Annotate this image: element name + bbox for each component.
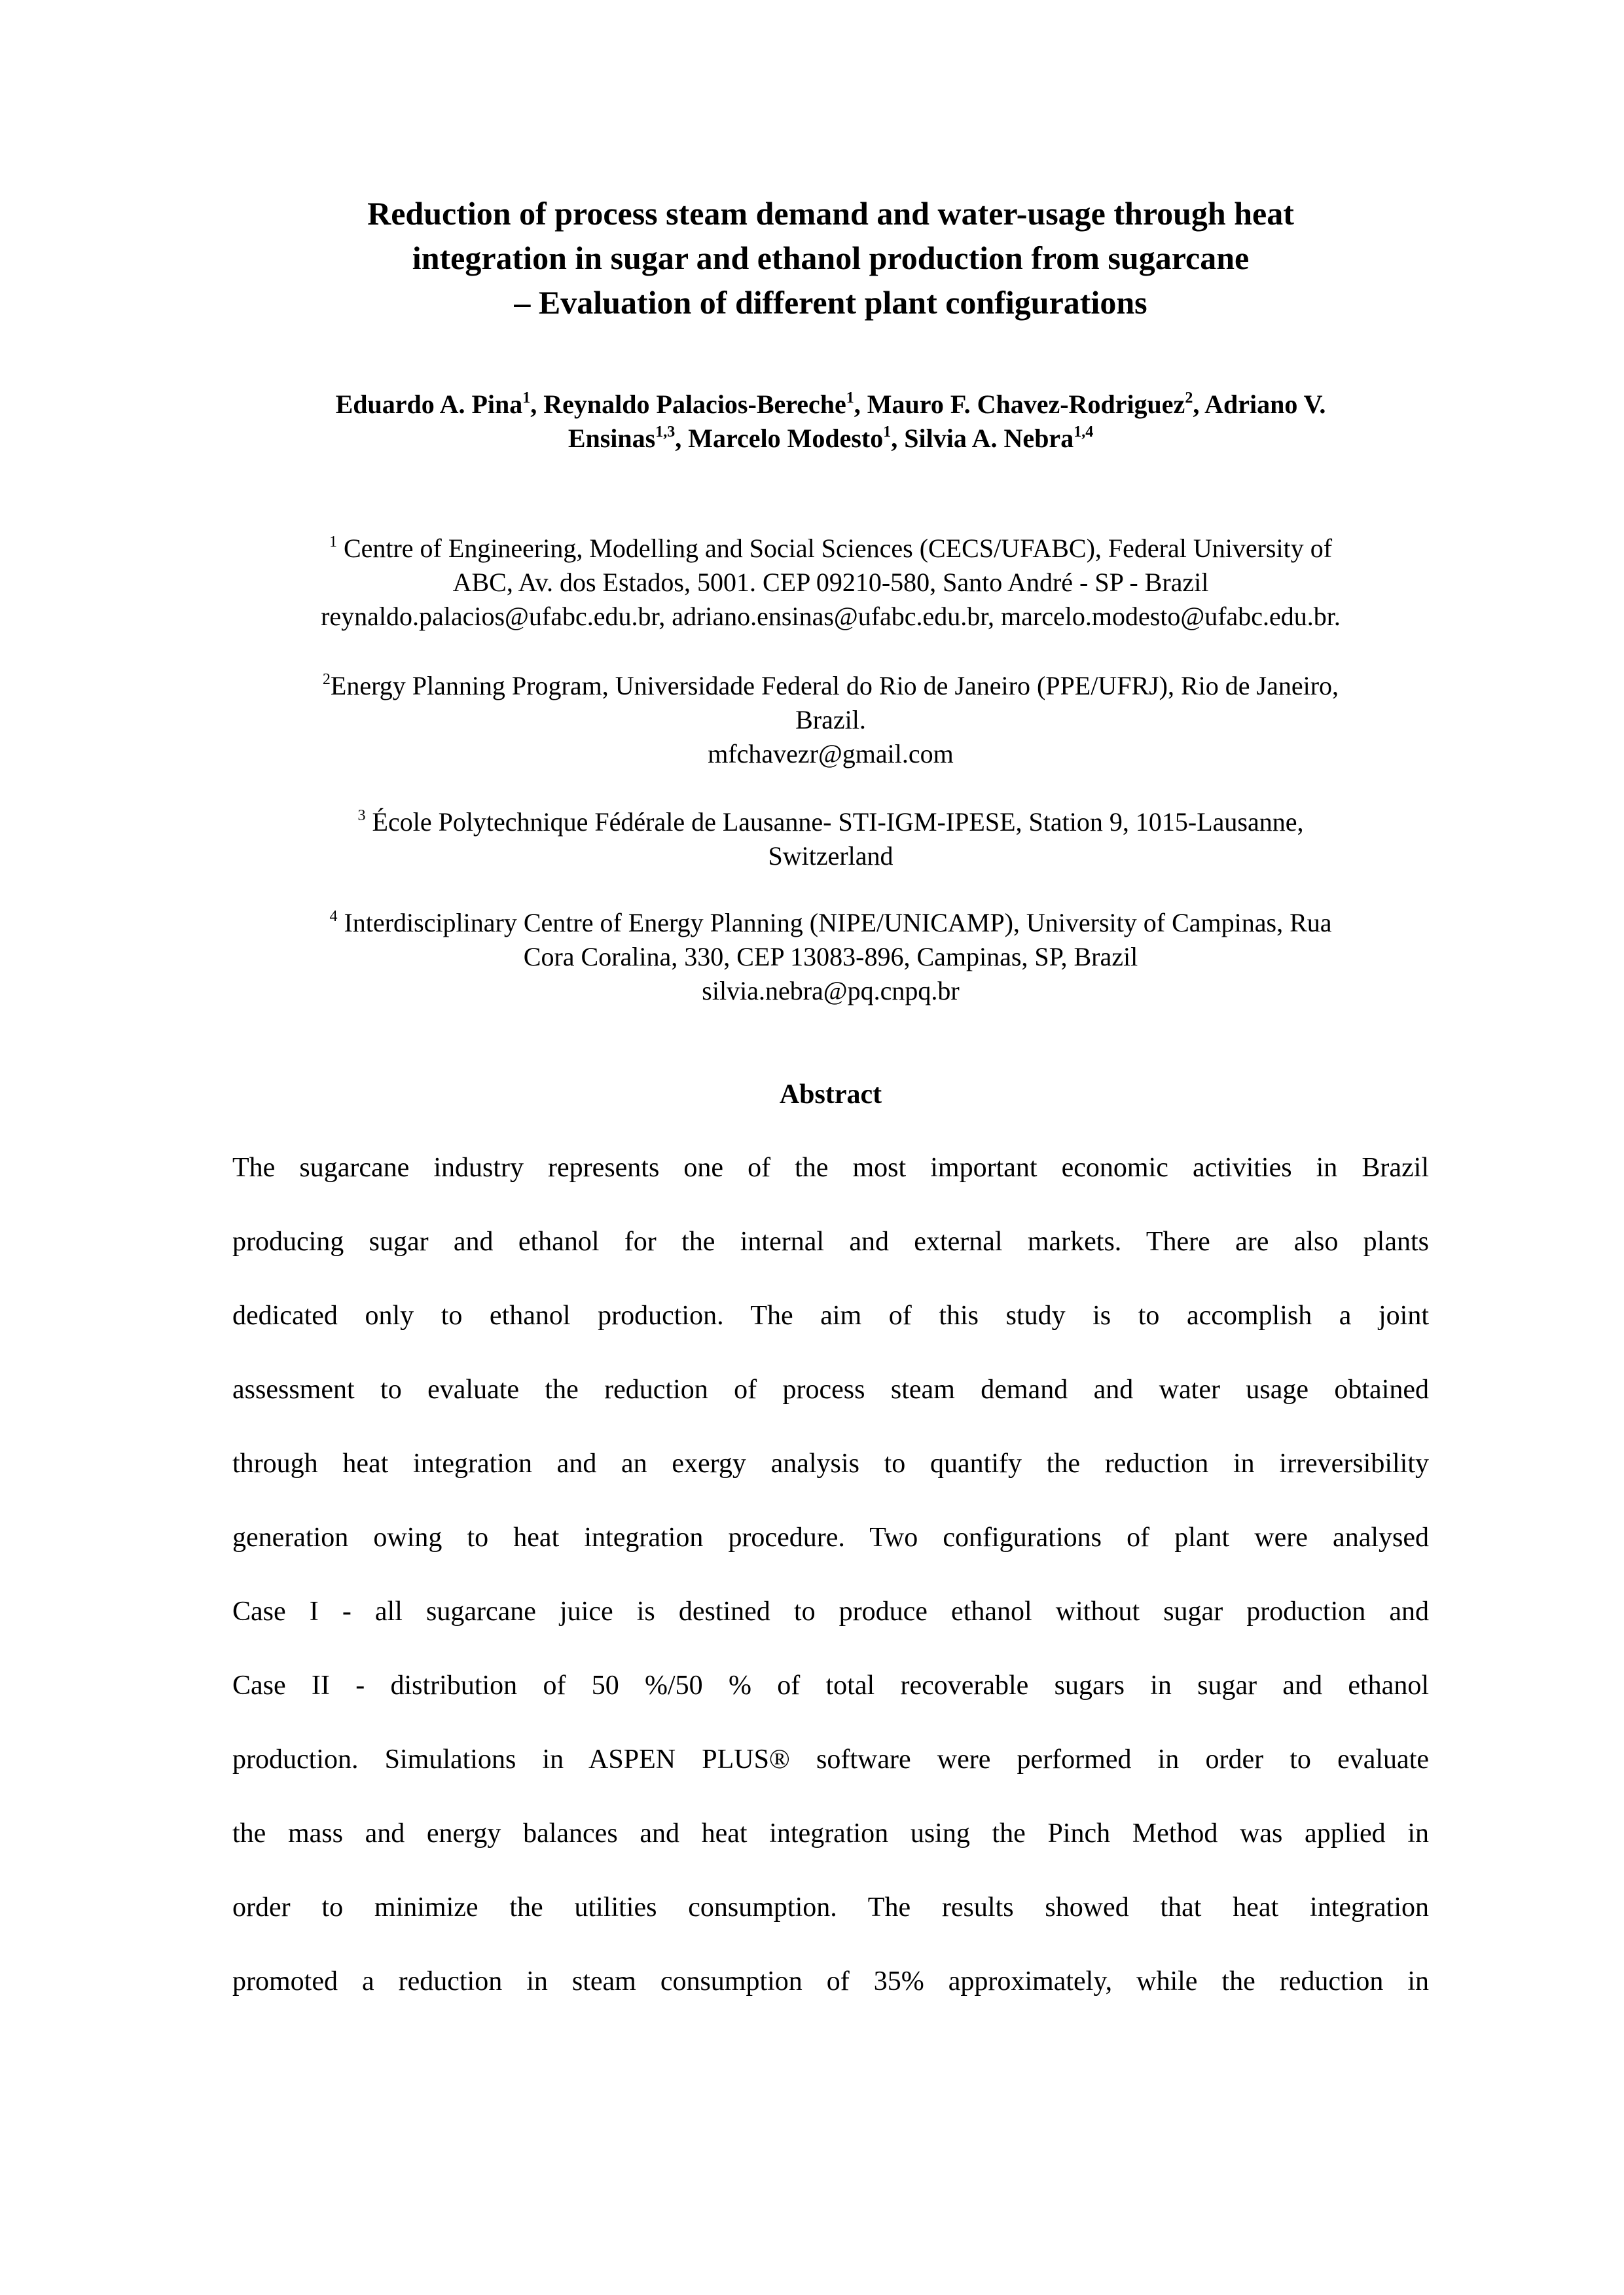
affiliation-marker: 2 — [1185, 389, 1193, 407]
affiliation-line: Cora Coralina, 330, CEP 13083-896, Campinas, SP, Brazil — [523, 942, 1138, 971]
affiliation-marker: 1 — [883, 423, 892, 441]
abstract-line: assessment to evaluate the reduction of process steam demand and water usage obtained — [232, 1375, 1429, 1405]
abstract-line: The sugarcane industry represents one of the most important economic activities in Brazil — [232, 1153, 1429, 1183]
affiliation-1 — [232, 532, 1429, 634]
affiliation-marker: 1 — [329, 533, 337, 551]
abstract-line: producing sugar and ethanol for the internal and external markets. There are also plants — [232, 1227, 1429, 1257]
author-name: Reynaldo Palacios-Bereche — [543, 389, 846, 419]
abstract-line: dedicated only to ethanol production. The aim of this study is to accomplish a joint — [232, 1301, 1429, 1331]
affiliation-email[interactable]: reynaldo.palacios@ufabc.edu.br, adriano.ensinas@ufabc.edu.br, marcelo.modesto@ufabc.edu.br. — [321, 602, 1341, 631]
affiliation-marker: 1,3 — [655, 423, 676, 441]
affiliation-marker: 1 — [522, 389, 531, 407]
affiliation-line: Switzerland — [768, 841, 893, 871]
author-line — [232, 388, 1429, 422]
affiliation-3 — [232, 805, 1429, 873]
paper-title — [232, 191, 1429, 325]
author-line — [232, 422, 1429, 456]
affiliation-line: Brazil. — [795, 705, 866, 734]
separator: , — [891, 424, 905, 453]
affiliation-line — [232, 669, 1429, 703]
affiliation-line — [232, 906, 1429, 940]
title-line: Reduction of process steam demand and water-usage through heat — [367, 195, 1294, 232]
affiliation-text: Energy Planning Program, Universidade Federal do Rio de Janeiro (PPE/UFRJ), Rio de Janeiro, — [330, 671, 1339, 700]
abstract-heading: Abstract — [779, 1079, 882, 1110]
abstract-line: Case I - all sugarcane juice is destined to produce ethanol without sugar production and — [232, 1597, 1429, 1627]
abstract-line: production. Simulations in ASPEN PLUS® software were performed in order to evaluate — [232, 1744, 1429, 1775]
author-list — [232, 388, 1429, 456]
abstract-line: order to minimize the utilities consumption. The results showed that heat integration — [232, 1892, 1429, 1923]
affiliation-text: Centre of Engineering, Modelling and Social Sciences (CECS/UFABC), Federal University of — [336, 533, 1333, 563]
title-line: integration in sugar and ethanol production from sugarcane — [412, 240, 1250, 276]
abstract-line: generation owing to heat integration procedure. Two configurations of plant were analysed — [232, 1523, 1429, 1553]
abstract-line: promoted a reduction in steam consumption of 35% approximately, while the reduction in — [232, 1966, 1429, 1997]
affiliation-email[interactable]: mfchavezr@gmail.com — [708, 739, 954, 768]
separator: , — [854, 389, 867, 419]
separator: , — [1193, 389, 1205, 419]
author-name: Ensinas — [568, 424, 656, 453]
affiliation-marker: 3 — [357, 806, 366, 824]
abstract-line: through heat integration and an exergy analysis to quantify the reduction in irreversibility — [232, 1449, 1429, 1479]
affiliation-marker: 4 — [329, 907, 338, 925]
affiliation-line: ABC, Av. dos Estados, 5001. CEP 09210-580, Santo André - SP - Brazil — [452, 568, 1209, 597]
affiliation-email[interactable]: silvia.nebra@pq.cnpq.br — [702, 976, 960, 1005]
author-name: Mauro F. Chavez-Rodriguez — [867, 389, 1185, 419]
affiliation-marker: 1,4 — [1074, 423, 1094, 441]
affiliation-2 — [232, 669, 1429, 771]
separator: , — [530, 389, 544, 419]
affiliation-line — [232, 805, 1429, 839]
author-name: Silvia A. Nebra — [904, 424, 1074, 453]
title-line: – Evaluation of different plant configurations — [514, 284, 1147, 321]
author-name: Eduardo A. Pina — [335, 389, 523, 419]
author-name: Marcelo Modesto — [688, 424, 884, 453]
affiliation-marker: 2 — [322, 670, 331, 688]
affiliation-text: École Polytechnique Fédérale de Lausanne- STI-IGM-IPESE, Station 9, 1015-Lausanne, — [365, 807, 1304, 837]
author-name: Adriano V. — [1204, 389, 1326, 419]
abstract-line: Case II - distribution of 50 %/50 % of total recoverable sugars in sugar and ethanol — [232, 1671, 1429, 1701]
abstract-line: the mass and energy balances and heat integration using the Pinch Method was applied in — [232, 1818, 1429, 1849]
affiliation-line — [232, 532, 1429, 566]
separator: , — [675, 424, 689, 453]
affiliation-text: Interdisciplinary Centre of Energy Planning (NIPE/UNICAMP), University of Campinas, Rua — [337, 908, 1332, 937]
affiliation-marker: 1 — [846, 389, 854, 407]
affiliation-4 — [232, 906, 1429, 1008]
